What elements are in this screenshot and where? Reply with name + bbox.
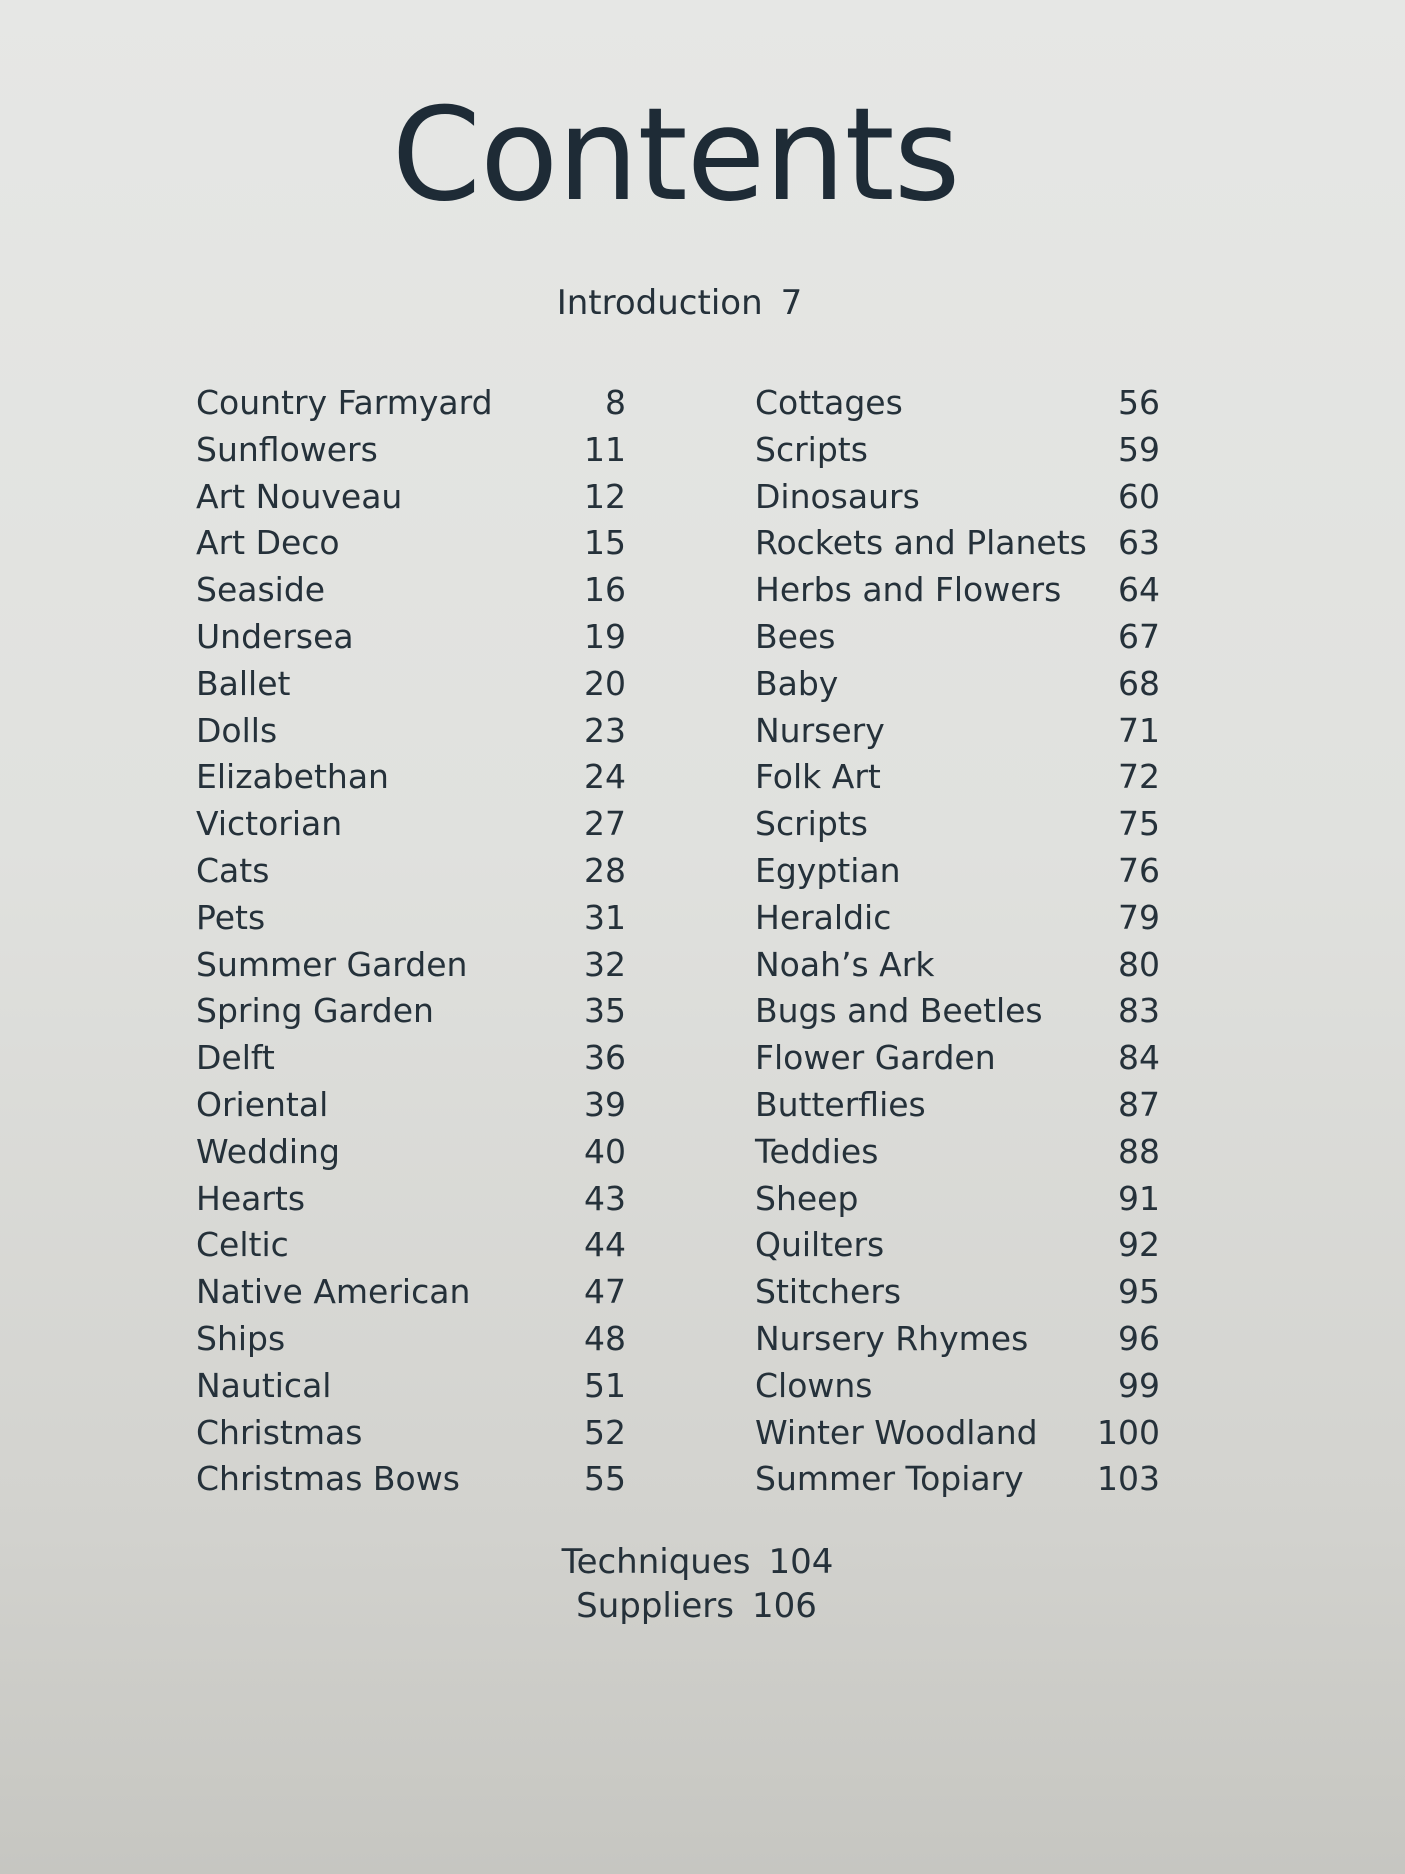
- entry-page-number: 31: [584, 897, 626, 937]
- introduction-label: Introduction: [556, 283, 763, 323]
- entry-page-number: 8: [605, 383, 626, 422]
- entry-title: Heraldic: [755, 897, 892, 937]
- entry-page-number: 103: [1097, 1459, 1160, 1499]
- contents-entry: [196, 567, 626, 614]
- entry-title: Seaside: [196, 570, 326, 610]
- contents-entry: [196, 988, 626, 1035]
- contents-entry: [755, 661, 1160, 708]
- contents-entry: [196, 661, 626, 708]
- entry-title: Rockets and Planets: [755, 523, 1087, 563]
- entry-title: Bugs and Beetles: [755, 991, 1043, 1031]
- entry-title: Noah’s Ark: [755, 944, 935, 984]
- contents-entry: [755, 380, 1160, 427]
- entry-page-number: 80: [1118, 944, 1160, 984]
- entry-page-number: 20: [584, 663, 626, 703]
- left-contents-column: [196, 380, 626, 1503]
- entry-page-number: 48: [584, 1318, 626, 1358]
- contents-entry: [755, 1222, 1160, 1269]
- entry-title: Quilters: [755, 1225, 885, 1265]
- entry-page-number: 84: [1118, 1038, 1160, 1078]
- entry-page-number: 24: [584, 757, 626, 797]
- contents-entry: [196, 1269, 626, 1316]
- entry-title: Stitchers: [755, 1272, 902, 1312]
- contents-entry: [755, 988, 1160, 1035]
- entry-page-number: 44: [584, 1225, 626, 1265]
- entry-title: Delft: [196, 1038, 275, 1078]
- introduction-entry: [0, 281, 1405, 325]
- suppliers-entry: [0, 1584, 1405, 1628]
- contents-entry: [755, 474, 1160, 521]
- entry-title: Folk Art: [755, 757, 881, 797]
- entry-page-number: 55: [584, 1459, 626, 1499]
- contents-entry: [196, 895, 626, 942]
- contents-entry: [755, 1269, 1160, 1316]
- entry-title: Cottages: [755, 383, 903, 422]
- contents-entry: [196, 1035, 626, 1082]
- entry-page-number: 47: [584, 1272, 626, 1312]
- contents-entry: [196, 1222, 626, 1269]
- entry-page-number: 56: [1118, 383, 1160, 422]
- entry-title: Nautical: [196, 1365, 332, 1405]
- techniques-label: Techniques: [561, 1542, 751, 1582]
- introduction-page: 7: [780, 283, 803, 323]
- entry-title: Herbs and Flowers: [755, 570, 1062, 610]
- contents-entry: [755, 1363, 1160, 1410]
- contents-entry: [755, 427, 1160, 474]
- contents-entry: [196, 942, 626, 989]
- contents-entry: [755, 942, 1160, 989]
- entry-title: Celtic: [196, 1225, 289, 1265]
- entry-title: Nursery: [755, 710, 885, 750]
- entry-page-number: 64: [1118, 570, 1160, 610]
- entry-title: Native American: [196, 1272, 471, 1312]
- entry-title: Summer Topiary: [755, 1459, 1024, 1499]
- entry-page-number: 83: [1118, 991, 1160, 1031]
- entry-title: Winter Woodland: [755, 1412, 1038, 1452]
- contents-entry: [755, 614, 1160, 661]
- entry-title: Oriental: [196, 1084, 329, 1124]
- entry-page-number: 43: [584, 1178, 626, 1218]
- entry-title: Butterflies: [755, 1084, 926, 1124]
- entry-title: Hearts: [196, 1178, 306, 1218]
- entry-title: Scripts: [755, 429, 868, 469]
- contents-entry: [755, 567, 1160, 614]
- suppliers-page: 106: [751, 1586, 817, 1626]
- contents-entry: [196, 801, 626, 848]
- entry-title: Dinosaurs: [755, 476, 920, 516]
- entry-page-number: 60: [1118, 476, 1160, 516]
- entry-page-number: 12: [584, 476, 626, 516]
- entry-title: Sheep: [755, 1178, 859, 1218]
- entry-title: Art Nouveau: [196, 476, 403, 516]
- entry-page-number: 76: [1118, 850, 1160, 890]
- entry-title: Nursery Rhymes: [755, 1318, 1029, 1358]
- contents-entry: [196, 474, 626, 521]
- contents-entry: [755, 708, 1160, 755]
- contents-entry: [196, 1129, 626, 1176]
- contents-entry: [196, 848, 626, 895]
- contents-entry: [196, 1082, 626, 1129]
- contents-entry: [196, 754, 626, 801]
- right-contents-column: [755, 380, 1160, 1503]
- entry-page-number: 51: [584, 1365, 626, 1405]
- entry-page-number: 16: [584, 570, 626, 610]
- entry-page-number: 87: [1118, 1084, 1160, 1124]
- entry-title: Baby: [755, 663, 839, 703]
- contents-entry: [755, 520, 1160, 567]
- contents-entry: [755, 1176, 1160, 1223]
- entry-page-number: 96: [1118, 1318, 1160, 1358]
- entry-title: Sunflowers: [196, 429, 378, 469]
- entry-page-number: 92: [1118, 1225, 1160, 1265]
- entry-page-number: 88: [1118, 1131, 1160, 1171]
- entry-title: Elizabethan: [196, 757, 389, 797]
- contents-entry: [196, 380, 626, 427]
- contents-entry: [755, 1410, 1160, 1457]
- entry-title: Ships: [196, 1318, 286, 1358]
- entry-page-number: 52: [584, 1412, 626, 1452]
- techniques-page: 104: [768, 1542, 834, 1582]
- entry-page-number: 79: [1118, 897, 1160, 937]
- contents-entry: [196, 427, 626, 474]
- contents-entry: [755, 1035, 1160, 1082]
- entry-page-number: 11: [584, 429, 626, 469]
- entry-page-number: 72: [1118, 757, 1160, 797]
- contents-entry: [755, 754, 1160, 801]
- entry-page-number: 15: [584, 523, 626, 563]
- entry-title: Bees: [755, 616, 836, 656]
- entry-title: Clowns: [755, 1365, 873, 1405]
- contents-entry: [196, 708, 626, 755]
- entry-title: Art Deco: [196, 523, 340, 563]
- contents-entry: [755, 1456, 1160, 1503]
- entry-title: Flower Garden: [755, 1038, 996, 1078]
- entry-page-number: 28: [584, 850, 626, 890]
- entry-title: Victorian: [196, 804, 343, 844]
- entry-title: Christmas Bows: [196, 1459, 460, 1499]
- entry-page-number: 100: [1097, 1412, 1160, 1452]
- entry-title: Pets: [196, 897, 266, 937]
- entry-page-number: 75: [1118, 804, 1160, 844]
- entry-page-number: 40: [584, 1131, 626, 1171]
- entry-title: Teddies: [755, 1131, 879, 1171]
- page-title: Contents: [391, 81, 960, 230]
- entry-title: Ballet: [196, 663, 291, 703]
- entry-title: Egyptian: [755, 850, 901, 890]
- contents-entry: [755, 801, 1160, 848]
- entry-page-number: 35: [584, 991, 626, 1031]
- entry-page-number: 27: [584, 804, 626, 844]
- entry-title: Dolls: [196, 710, 278, 750]
- entry-page-number: 19: [584, 616, 626, 656]
- contents-entry: [196, 1456, 626, 1503]
- entry-page-number: 67: [1118, 616, 1160, 656]
- entry-page-number: 95: [1118, 1272, 1160, 1312]
- contents-entry: [196, 614, 626, 661]
- contents-entry: [755, 1129, 1160, 1176]
- entry-page-number: 99: [1118, 1365, 1160, 1405]
- contents-entry: [196, 520, 626, 567]
- entry-title: Scripts: [755, 804, 868, 844]
- contents-entry: [196, 1363, 626, 1410]
- entry-page-number: 68: [1118, 663, 1160, 703]
- contents-entry: [755, 1082, 1160, 1129]
- entry-title: Country Farmyard: [196, 383, 493, 422]
- entry-page-number: 32: [584, 944, 626, 984]
- suppliers-label: Suppliers: [576, 1586, 734, 1626]
- contents-entry: [196, 1410, 626, 1457]
- entry-page-number: 36: [584, 1038, 626, 1078]
- contents-entry: [196, 1316, 626, 1363]
- entry-page-number: 63: [1118, 523, 1160, 563]
- entry-title: Undersea: [196, 616, 354, 656]
- contents-entry: [196, 1176, 626, 1223]
- contents-entry: [755, 895, 1160, 942]
- entry-page-number: 39: [584, 1084, 626, 1124]
- entry-title: Spring Garden: [196, 991, 434, 1031]
- entry-title: Summer Garden: [196, 944, 468, 984]
- contents-entry: [755, 1316, 1160, 1363]
- entry-page-number: 23: [584, 710, 626, 750]
- entry-title: Christmas: [196, 1412, 363, 1452]
- techniques-entry: [0, 1540, 1405, 1584]
- entry-page-number: 91: [1118, 1178, 1160, 1218]
- contents-entry: [755, 848, 1160, 895]
- entry-title: Wedding: [196, 1131, 340, 1171]
- entry-title: Cats: [196, 850, 270, 890]
- entry-page-number: 71: [1118, 710, 1160, 750]
- entry-page-number: 59: [1118, 429, 1160, 469]
